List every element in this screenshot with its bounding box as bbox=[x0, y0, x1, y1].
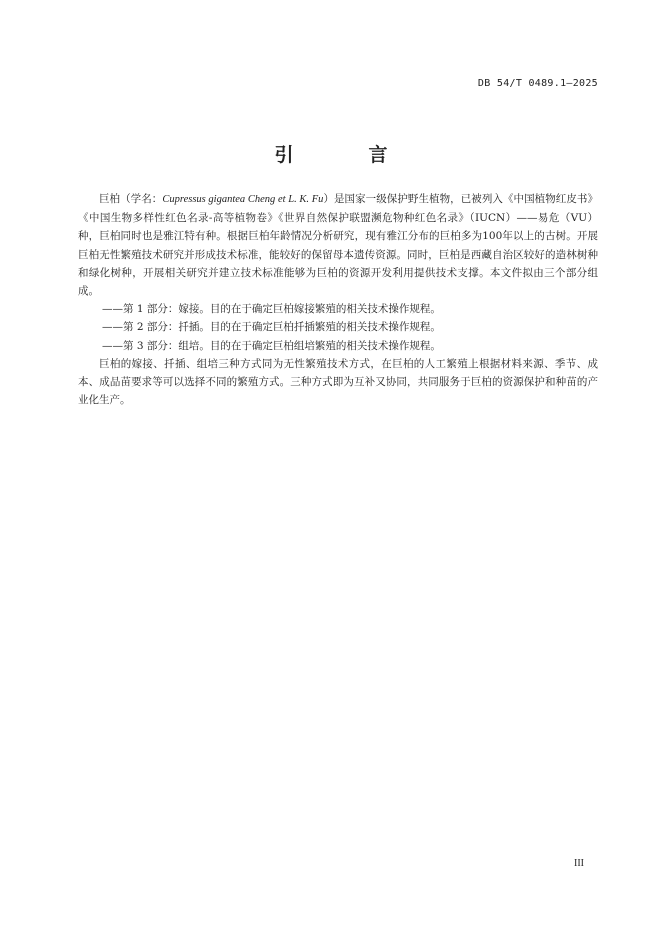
part-item: ——第 2 部分：扦插。目的在于确定巨柏扦插繁殖的相关技术操作规程。 bbox=[102, 321, 441, 334]
page-number: III bbox=[574, 858, 584, 869]
standard-code: DB 54/T 0489.1—2025 bbox=[477, 78, 598, 89]
part-item: ——第 3 部分：组培。目的在于确定巨柏组培繁殖的相关技术操作规程。 bbox=[102, 339, 441, 352]
page-title: 引 言 bbox=[274, 144, 416, 166]
intro-paragraph bbox=[78, 190, 598, 300]
intro-text-lead: 巨柏（学名： bbox=[99, 193, 163, 205]
introduction-body bbox=[78, 190, 598, 409]
latin-name: Cupressus gigantea Cheng et L. K. Fu bbox=[162, 194, 324, 205]
part-item: ——第 1 部分：嫁接。目的在于确定巨柏嫁接繁殖的相关技术操作规程。 bbox=[102, 303, 441, 316]
closing-paragraph: 巨柏的嫁接、扦插、组培三种方式同为无性繁殖技术方式，在巨柏的人工繁殖上根据材料来源、季节、成本、成品苗要求等可以选择不同的繁殖方式。三种方式即为互补又协同，共同服务于巨柏的资源保护和种苗的产业化生产。 bbox=[78, 357, 598, 407]
intro-text-body: ）是国家一级保护野生植物，已被列入《中国植物红皮书》《中国生物多样性红色名录-高等植物卷》《世界自然保护联盟濒危物种红色名录》（IUCN）——易危（VU）种，巨柏同时也是雅江特有种。根据巨柏年龄情况分析研究，现有雅江分布的巨柏多为100年以上的古树。开展巨柏无性繁殖技术研究并形成技术标准，能较好的保留母本遗传资源。同时，巨柏是西藏自治区较好的造林树种和绿化树种，开展相关研究并建立技术标准能够为巨柏的资源开发利用提供技术支撑。本文件拟由三个部分组成。 bbox=[78, 193, 598, 298]
